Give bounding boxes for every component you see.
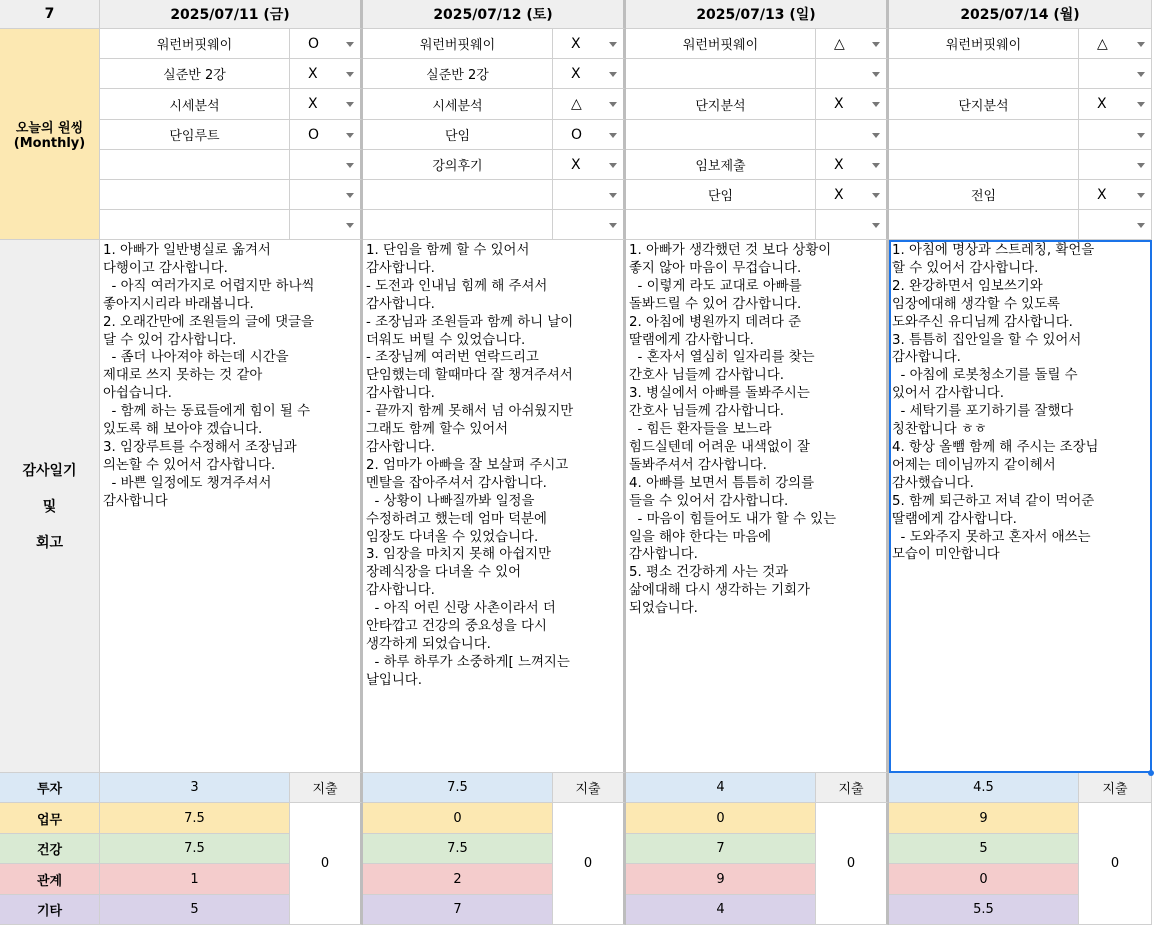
routine-item-cell[interactable]: 강의후기 <box>363 150 553 180</box>
routine-item-cell[interactable]: 워런버핏웨이 <box>363 29 553 59</box>
routine-item-cell[interactable] <box>100 150 290 180</box>
dropdown-arrow-icon[interactable] <box>1137 102 1145 107</box>
routine-mark-dropdown[interactable] <box>1079 89 1152 120</box>
time-value-cell[interactable]: 0 <box>626 803 816 834</box>
routine-mark-dropdown[interactable] <box>816 59 889 89</box>
routine-mark-value: X <box>308 96 318 112</box>
time-value-cell[interactable]: 7 <box>626 834 816 864</box>
dropdown-arrow-icon[interactable] <box>346 72 354 77</box>
spend-label-cell[interactable]: 지출 <box>290 773 363 803</box>
spend-value-cell[interactable]: 0 <box>553 803 626 925</box>
spend-label-cell[interactable]: 지출 <box>553 773 626 803</box>
routine-mark-value: X <box>1097 186 1107 203</box>
routine-item-cell[interactable] <box>100 180 290 210</box>
routine-mark-dropdown[interactable] <box>553 59 626 89</box>
routine-mark-value: △ <box>834 35 845 52</box>
dropdown-arrow-icon[interactable] <box>872 133 880 138</box>
dropdown-arrow-icon[interactable] <box>346 163 354 168</box>
diary-entry-cell[interactable]: 1. 아빠가 생각했던 것 보다 상황이 좋지 않아 마음이 무겁습니다. - 이렇게 라도 교대로 아빠를 돌봐드릴 수 있어 감사합니다. 2. 아침에 병원까지 데려다 준 딸램에게 감사합니다. - 혼자서 열심히 일자리를 찾는 간호사 님들께 감사합니다. 3. 병실에서 아빠를 돌봐주시는 간호사 님들께 감사합니다. - 힘든 환자들을 보느라 힘드실텐데 어려운 내색없이 잘 돌봐주셔서 감사합니다. 4. 아빠를 보면서 틈틈히 강의를 들을 수 있어서 감사합니다. - 마음이 힘들어도 내가 할 수 있는 일을 해야 한다는 마음에 감사합니다. 5. 평소 건강하게 사는 것과 삶에대해 다시 생각하는 기회가 되었습니다. <box>626 240 889 773</box>
routine-mark-dropdown[interactable] <box>290 89 363 120</box>
dropdown-arrow-icon[interactable] <box>609 102 617 107</box>
time-value-cell[interactable]: 9 <box>889 803 1079 834</box>
routine-item-cell[interactable]: 시세분석 <box>363 89 553 120</box>
routine-item-cell[interactable] <box>626 120 816 150</box>
time-value-cell[interactable]: 5 <box>100 895 290 925</box>
routine-mark-dropdown[interactable] <box>553 150 626 180</box>
routine-mark-dropdown[interactable] <box>1079 180 1152 210</box>
routine-item-cell[interactable] <box>626 210 816 240</box>
routine-mark-value: △ <box>571 96 582 112</box>
time-value-cell[interactable]: 7.5 <box>363 834 553 864</box>
dropdown-arrow-icon[interactable] <box>609 42 617 47</box>
diary-label-line3: 회고 <box>35 535 64 551</box>
routine-mark-dropdown[interactable] <box>1079 210 1152 240</box>
diary-entry-cell[interactable]: 1. 아빠가 일반병실로 옮겨서 다행이고 감사합니다. - 아직 여러가지로 어렵지만 하나씩 좋아지시리라 바래봅니다. 2. 오래간만에 조원들의 글에 댓글을 달 수 있어 감사합니다. - 좀더 나아져야 하는데 시간을 제대로 쓰지 못하는 것 같아 아쉽습니다. - 함께 하는 동료들에게 힘이 될 수 있도록 해 보아야 겠습니다. 3. 임장루트를 수정해서 조장님과 의논할 수 있어서 감사합니다. - 바쁜 일정에도 챙겨주셔서 감사합니다 <box>100 240 363 773</box>
dropdown-arrow-icon[interactable] <box>609 223 617 228</box>
routine-mark-dropdown[interactable] <box>816 210 889 240</box>
routine-mark-dropdown[interactable] <box>816 150 889 180</box>
routine-item-cell[interactable] <box>889 210 1079 240</box>
time-value-cell[interactable]: 7.5 <box>100 834 290 864</box>
time-value-cell[interactable]: 4 <box>626 773 816 803</box>
routine-item-cell[interactable] <box>626 59 816 89</box>
routine-item-cell[interactable]: 임보제출 <box>626 150 816 180</box>
spend-label-cell[interactable]: 지출 <box>816 773 889 803</box>
spend-label-cell[interactable]: 지출 <box>1079 773 1152 803</box>
date-header-0[interactable]: 2025/07/11 (금) <box>100 0 363 29</box>
time-value-cell[interactable]: 4.5 <box>889 773 1079 803</box>
routine-mark-value: X <box>571 65 581 82</box>
week-number-cell[interactable]: 7 <box>0 0 100 29</box>
routine-mark-value: O <box>571 126 583 143</box>
routine-item-cell[interactable]: 워런버핏웨이 <box>100 29 290 59</box>
dropdown-arrow-icon[interactable] <box>346 42 354 47</box>
selection-fill-handle[interactable] <box>1148 770 1154 776</box>
routine-item-cell[interactable] <box>889 150 1079 180</box>
time-value-cell[interactable]: 4 <box>626 895 816 925</box>
time-value-cell[interactable]: 0 <box>363 803 553 834</box>
diary-entry-cell[interactable]: 1. 아침에 명상과 스트레칭, 확언을 할 수 있어서 감사합니다. 2. 완강하면서 임보쓰기와 임장에대해 생각할 수 있도록 도와주신 유디님께 감사합니다. 3. 틈틈히 집안일을 할 수 있어서 감사합니다. - 아침에 로봇청소기를 돌릴 수 있어서 감사합니다. - 세탁기를 포기하기를 잘했다 칭찬합니다 ㅎㅎ 4. 항상 올뺌 함께 해 주시는 조장님 어제는 데이님까지 같이헤서 감사했습니다. 5. 함께 퇴근하고 저녁 같이 먹어준 딸램에게 감사합니다. - 도와주지 못하고 혼자서 애쓰는 모습이 미안합니다 <box>889 240 1152 773</box>
dropdown-arrow-icon[interactable] <box>872 72 880 77</box>
time-value-cell[interactable]: 7.5 <box>363 773 553 803</box>
routine-item-cell[interactable] <box>889 59 1079 89</box>
routine-item-cell[interactable] <box>363 210 553 240</box>
routine-mark-value: X <box>1097 96 1107 112</box>
dropdown-arrow-icon[interactable] <box>1137 133 1145 138</box>
routine-mark-dropdown[interactable] <box>816 29 889 59</box>
dropdown-arrow-icon[interactable] <box>346 193 354 198</box>
time-label-1[interactable]: 업무 <box>0 803 100 834</box>
dropdown-arrow-icon[interactable] <box>1137 223 1145 228</box>
time-value-cell[interactable]: 5 <box>889 834 1079 864</box>
spend-value-cell[interactable]: 0 <box>1079 803 1152 925</box>
dropdown-arrow-icon[interactable] <box>346 133 354 138</box>
time-value-cell[interactable]: 1 <box>100 864 290 895</box>
dropdown-arrow-icon[interactable] <box>609 72 617 77</box>
routine-item-cell[interactable]: 단지분석 <box>889 89 1079 120</box>
dropdown-arrow-icon[interactable] <box>1137 42 1145 47</box>
dropdown-arrow-icon[interactable] <box>1137 163 1145 168</box>
routine-mark-dropdown[interactable] <box>1079 120 1152 150</box>
routine-item-cell[interactable]: 단임루트 <box>100 120 290 150</box>
time-value-cell[interactable]: 0 <box>889 864 1079 895</box>
routine-mark-dropdown[interactable] <box>553 120 626 150</box>
routine-mark-dropdown[interactable] <box>553 180 626 210</box>
routine-item-cell[interactable]: 단임 <box>626 180 816 210</box>
routine-mark-value: O <box>308 35 320 52</box>
routine-item-cell[interactable]: 단지분석 <box>626 89 816 120</box>
time-label-3[interactable]: 관계 <box>0 864 100 895</box>
date-header-2[interactable]: 2025/07/13 (일) <box>626 0 889 29</box>
date-header-3[interactable]: 2025/07/14 (월) <box>889 0 1152 29</box>
routine-item-cell[interactable]: 워런버핏웨이 <box>626 29 816 59</box>
routine-mark-dropdown[interactable] <box>1079 59 1152 89</box>
routine-mark-value: X <box>571 156 581 173</box>
routine-item-cell[interactable]: 워런버핏웨이 <box>889 29 1079 59</box>
routine-item-cell[interactable]: 실준반 2강 <box>100 59 290 89</box>
routine-mark-value: X <box>834 156 844 173</box>
routine-item-cell[interactable] <box>100 210 290 240</box>
spend-value-cell[interactable]: 0 <box>816 803 889 925</box>
dropdown-arrow-icon[interactable] <box>1137 193 1145 198</box>
routine-mark-dropdown[interactable] <box>290 120 363 150</box>
dropdown-arrow-icon[interactable] <box>872 223 880 228</box>
time-label-4[interactable]: 기타 <box>0 895 100 925</box>
dropdown-arrow-icon[interactable] <box>346 223 354 228</box>
routine-mark-value: X <box>308 65 318 82</box>
routine-mark-dropdown[interactable] <box>290 180 363 210</box>
routine-mark-dropdown[interactable] <box>1079 150 1152 180</box>
time-label-0[interactable]: 투자 <box>0 773 100 803</box>
routine-mark-dropdown[interactable] <box>290 29 363 59</box>
time-value-cell[interactable]: 2 <box>363 864 553 895</box>
time-value-cell[interactable]: 7 <box>363 895 553 925</box>
dropdown-arrow-icon[interactable] <box>1137 72 1145 77</box>
routine-item-cell[interactable] <box>363 180 553 210</box>
routine-mark-dropdown[interactable] <box>290 150 363 180</box>
dropdown-arrow-icon[interactable] <box>872 102 880 107</box>
dropdown-arrow-icon[interactable] <box>609 163 617 168</box>
routine-mark-value: X <box>834 96 844 112</box>
dropdown-arrow-icon[interactable] <box>872 163 880 168</box>
spend-value-cell[interactable]: 0 <box>290 803 363 925</box>
diary-entry-cell[interactable]: 1. 단임을 함께 할 수 있어서 감사합니다. - 도전과 인내님 힘께 해 주셔서 감사합니다. - 조장님과 조원들과 함께 하니 날이 더워도 버틸 수 있었습니다. - 조장님께 여러번 연락드리고 단임했는데 할때마다 잘 챙겨주셔서 감사합니다. - 끝까지 함께 못해서 넘 아쉬웠지만 그래도 함께 할수 있어서 감사합니다. 2. 엄마가 아빠을 잘 보살펴 주시고 멘탈을 잡아주셔서 감사합니다. - 상황이 나빠질까봐 일정을 수정하려고 했는데 엄마 덕분에 임장도 다녀올 수 있었습니다. 3. 임장을 마치지 못해 아쉽지만 장례식장을 다녀올 수 있어 감사합니다. - 아직 어린 신랑 사촌이라서 더 안타깝고 건강의 중요성을 다시 생각하게 되었습니다. - 하루 하루가 소중하게[ 느껴지는 날입니다. <box>363 240 626 773</box>
routine-mark-dropdown[interactable] <box>816 180 889 210</box>
routine-mark-dropdown[interactable] <box>553 89 626 120</box>
routine-mark-dropdown[interactable] <box>553 210 626 240</box>
dropdown-arrow-icon[interactable] <box>609 133 617 138</box>
time-value-cell[interactable]: 7.5 <box>100 803 290 834</box>
routine-mark-value: X <box>571 35 581 52</box>
routine-mark-dropdown[interactable] <box>290 59 363 89</box>
routine-item-cell[interactable]: 전임 <box>889 180 1079 210</box>
diary-label-line2: 및 <box>42 499 57 515</box>
dropdown-arrow-icon[interactable] <box>872 42 880 47</box>
routine-item-cell[interactable] <box>889 120 1079 150</box>
time-value-cell[interactable]: 5.5 <box>889 895 1079 925</box>
time-label-2[interactable]: 건강 <box>0 834 100 864</box>
time-value-cell[interactable]: 3 <box>100 773 290 803</box>
routine-item-cell[interactable]: 실준반 2강 <box>363 59 553 89</box>
routine-mark-dropdown[interactable] <box>290 210 363 240</box>
routine-item-cell[interactable]: 시세분석 <box>100 89 290 120</box>
routine-mark-dropdown[interactable] <box>816 120 889 150</box>
routine-label-cell[interactable] <box>0 29 100 240</box>
diary-label-cell[interactable] <box>0 240 100 773</box>
routine-item-cell[interactable]: 단임 <box>363 120 553 150</box>
routine-mark-dropdown[interactable] <box>553 29 626 59</box>
routine-mark-value: X <box>834 186 844 203</box>
routine-mark-value: O <box>308 126 320 143</box>
dropdown-arrow-icon[interactable] <box>609 193 617 198</box>
routine-mark-dropdown[interactable] <box>816 89 889 120</box>
time-value-cell[interactable]: 9 <box>626 864 816 895</box>
diary-label-line1: 감사일기 <box>22 463 77 479</box>
routine-mark-dropdown[interactable] <box>1079 29 1152 59</box>
date-header-1[interactable]: 2025/07/12 (토) <box>363 0 626 29</box>
routine-mark-value: △ <box>1097 35 1108 52</box>
dropdown-arrow-icon[interactable] <box>872 193 880 198</box>
routine-label-line2: (Monthly) <box>13 136 86 151</box>
routine-label-line1: 오늘의 원씽 <box>15 121 84 136</box>
dropdown-arrow-icon[interactable] <box>346 102 354 107</box>
